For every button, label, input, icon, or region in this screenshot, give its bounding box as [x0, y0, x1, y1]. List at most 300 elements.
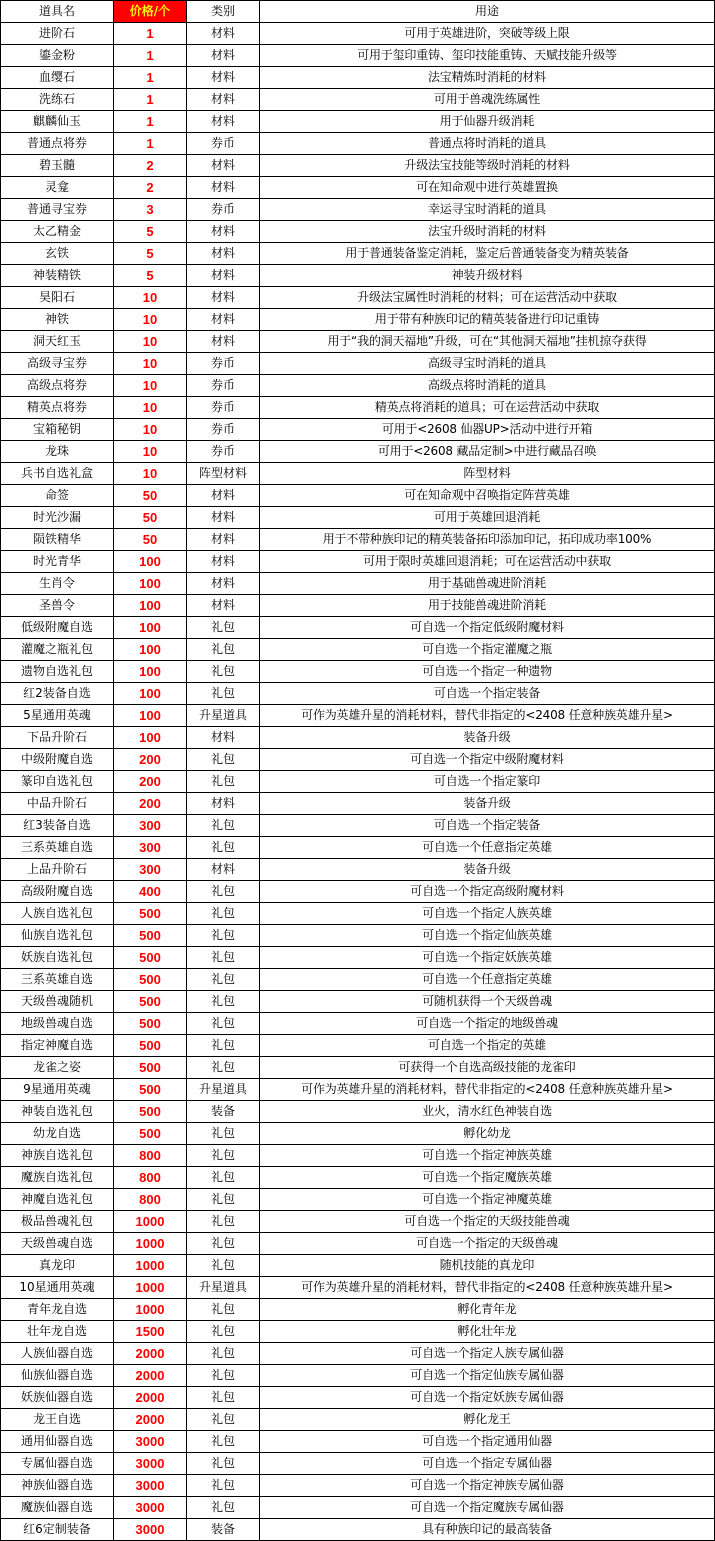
table-body — [1, 23, 715, 1541]
cell-usage: 可自选一个指定高级附魔材料 — [260, 881, 715, 903]
table-row — [1, 969, 715, 991]
cell-price: 500 — [114, 925, 187, 947]
cell-usage: 可用于限时英雄回退消耗；可在运营活动中获取 — [260, 551, 715, 573]
cell-price: 300 — [114, 837, 187, 859]
cell-category: 材料 — [187, 155, 260, 177]
cell-item-name: 生肖令 — [1, 573, 114, 595]
cell-usage: 可自选一个指定的天级兽魂 — [260, 1233, 715, 1255]
cell-usage: 可自选一个指定魔族专属仙器 — [260, 1497, 715, 1519]
cell-usage: 可作为英雄升星的消耗材料，替代非指定的<2408 任意种族英雄升星> — [260, 705, 715, 727]
cell-item-name: 地级兽魂自选 — [1, 1013, 114, 1035]
cell-price: 3000 — [114, 1431, 187, 1453]
cell-category: 材料 — [187, 793, 260, 815]
table-row — [1, 1101, 715, 1123]
cell-price: 500 — [114, 1013, 187, 1035]
cell-usage: 可自选一个指定神族英雄 — [260, 1145, 715, 1167]
table-row — [1, 309, 715, 331]
cell-price: 300 — [114, 859, 187, 881]
cell-item-name: 进阶石 — [1, 23, 114, 45]
cell-category: 券币 — [187, 353, 260, 375]
cell-price: 800 — [114, 1167, 187, 1189]
table-row — [1, 199, 715, 221]
table-row — [1, 1409, 715, 1431]
cell-item-name: 神魔自选礼包 — [1, 1189, 114, 1211]
table-row — [1, 375, 715, 397]
cell-usage: 可自选一个指定妖族专属仙器 — [260, 1387, 715, 1409]
table-row — [1, 551, 715, 573]
table-row — [1, 1387, 715, 1409]
table-row — [1, 111, 715, 133]
cell-item-name: 碧玉髓 — [1, 155, 114, 177]
cell-item-name: 神族自选礼包 — [1, 1145, 114, 1167]
cell-price: 5 — [114, 243, 187, 265]
cell-usage: 升级法宝技能等级时消耗的材料 — [260, 155, 715, 177]
table-row — [1, 1475, 715, 1497]
cell-item-name: 命签 — [1, 485, 114, 507]
cell-category: 礼包 — [187, 1409, 260, 1431]
cell-item-name: 龙雀之姿 — [1, 1057, 114, 1079]
cell-category: 材料 — [187, 287, 260, 309]
cell-price: 3000 — [114, 1453, 187, 1475]
cell-price: 3000 — [114, 1519, 187, 1541]
cell-usage: 可获得一个自选高级技能的龙雀印 — [260, 1057, 715, 1079]
cell-category: 礼包 — [187, 1167, 260, 1189]
cell-price: 2 — [114, 155, 187, 177]
cell-usage: 随机技能的真龙印 — [260, 1255, 715, 1277]
cell-item-name: 时光沙漏 — [1, 507, 114, 529]
cell-price: 500 — [114, 969, 187, 991]
cell-usage: 可自选一个指定妖族英雄 — [260, 947, 715, 969]
cell-usage: 精英点将消耗的道具；可在运营活动中获取 — [260, 397, 715, 419]
cell-item-name: 血缨石 — [1, 67, 114, 89]
cell-price: 800 — [114, 1189, 187, 1211]
cell-price: 200 — [114, 771, 187, 793]
cell-usage: 可自选一个指定人族专属仙器 — [260, 1343, 715, 1365]
cell-item-name: 壮年龙自选 — [1, 1321, 114, 1343]
cell-category: 装备 — [187, 1519, 260, 1541]
cell-price: 2 — [114, 177, 187, 199]
cell-price: 100 — [114, 551, 187, 573]
cell-price: 400 — [114, 881, 187, 903]
cell-category: 礼包 — [187, 991, 260, 1013]
cell-price: 200 — [114, 749, 187, 771]
table-row — [1, 67, 715, 89]
cell-price: 50 — [114, 485, 187, 507]
cell-price: 50 — [114, 507, 187, 529]
cell-price: 100 — [114, 573, 187, 595]
cell-usage: 用于仙器升级消耗 — [260, 111, 715, 133]
cell-category: 券币 — [187, 133, 260, 155]
table-row — [1, 155, 715, 177]
cell-category: 礼包 — [187, 1475, 260, 1497]
cell-item-name: 青年龙自选 — [1, 1299, 114, 1321]
cell-category: 礼包 — [187, 1453, 260, 1475]
table-row — [1, 1497, 715, 1519]
cell-usage: 神装升级材料 — [260, 265, 715, 287]
cell-item-name: 神铁 — [1, 309, 114, 331]
cell-category: 礼包 — [187, 837, 260, 859]
cell-category: 材料 — [187, 595, 260, 617]
cell-item-name: 魔族仙器自选 — [1, 1497, 114, 1519]
cell-item-name: 高级寻宝券 — [1, 353, 114, 375]
cell-item-name: 玄铁 — [1, 243, 114, 265]
cell-item-name: 红6定制装备 — [1, 1519, 114, 1541]
table-row — [1, 793, 715, 815]
cell-price: 10 — [114, 441, 187, 463]
table-row — [1, 133, 715, 155]
header-usage: 用途 — [260, 1, 715, 23]
cell-usage: 可自选一个指定人族英雄 — [260, 903, 715, 925]
cell-category: 券币 — [187, 441, 260, 463]
cell-usage: 业火，清水红色神装自选 — [260, 1101, 715, 1123]
cell-usage: 可自选一个指定通用仙器 — [260, 1431, 715, 1453]
cell-price: 3000 — [114, 1497, 187, 1519]
cell-category: 礼包 — [187, 1233, 260, 1255]
cell-usage: 可用于英雄回退消耗 — [260, 507, 715, 529]
cell-item-name: 精英点将券 — [1, 397, 114, 419]
cell-usage: 可自选一个指定专属仙器 — [260, 1453, 715, 1475]
cell-category: 礼包 — [187, 1013, 260, 1035]
cell-category: 礼包 — [187, 1343, 260, 1365]
cell-item-name: 昊阳石 — [1, 287, 114, 309]
cell-item-name: 红3装备自选 — [1, 815, 114, 837]
cell-price: 3 — [114, 199, 187, 221]
cell-item-name: 神装自选礼包 — [1, 1101, 114, 1123]
cell-item-name: 通用仙器自选 — [1, 1431, 114, 1453]
cell-category: 材料 — [187, 265, 260, 287]
cell-item-name: 三系英雄自选 — [1, 969, 114, 991]
cell-usage: 可自选一个指定的天级技能兽魂 — [260, 1211, 715, 1233]
cell-category: 券币 — [187, 397, 260, 419]
cell-category: 材料 — [187, 67, 260, 89]
table-row — [1, 859, 715, 881]
cell-item-name: 陨铁精华 — [1, 529, 114, 551]
cell-price: 10 — [114, 331, 187, 353]
header-category: 类别 — [187, 1, 260, 23]
cell-category: 礼包 — [187, 1035, 260, 1057]
cell-price: 1000 — [114, 1211, 187, 1233]
table-row — [1, 991, 715, 1013]
cell-item-name: 篆印自选礼包 — [1, 771, 114, 793]
cell-category: 礼包 — [187, 1365, 260, 1387]
cell-category: 材料 — [187, 221, 260, 243]
cell-item-name: 普通点将券 — [1, 133, 114, 155]
cell-category: 阵型材料 — [187, 463, 260, 485]
cell-price: 10 — [114, 287, 187, 309]
cell-item-name: 真龙印 — [1, 1255, 114, 1277]
cell-usage: 法宝升级时消耗的材料 — [260, 221, 715, 243]
cell-item-name: 龙王自选 — [1, 1409, 114, 1431]
table-row — [1, 1035, 715, 1057]
cell-price: 500 — [114, 991, 187, 1013]
cell-category: 礼包 — [187, 1057, 260, 1079]
table-row — [1, 243, 715, 265]
cell-price: 5 — [114, 265, 187, 287]
cell-category: 礼包 — [187, 771, 260, 793]
cell-price: 10 — [114, 353, 187, 375]
cell-price: 100 — [114, 727, 187, 749]
cell-price: 100 — [114, 617, 187, 639]
cell-category: 礼包 — [187, 661, 260, 683]
cell-category: 升星道具 — [187, 705, 260, 727]
cell-usage: 用于基础兽魂进阶消耗 — [260, 573, 715, 595]
cell-category: 升星道具 — [187, 1277, 260, 1299]
table-row — [1, 1167, 715, 1189]
cell-category: 材料 — [187, 859, 260, 881]
cell-category: 材料 — [187, 331, 260, 353]
cell-item-name: 普通寻宝券 — [1, 199, 114, 221]
table-row — [1, 45, 715, 67]
cell-price: 1 — [114, 111, 187, 133]
cell-usage: 可用于<2608 藏品定制>中进行藏品召唤 — [260, 441, 715, 463]
cell-item-name: 中级附魔自选 — [1, 749, 114, 771]
cell-category: 升星道具 — [187, 1079, 260, 1101]
cell-category: 礼包 — [187, 1431, 260, 1453]
cell-category: 礼包 — [187, 881, 260, 903]
table-row — [1, 1365, 715, 1387]
cell-usage: 高级点将时消耗的道具 — [260, 375, 715, 397]
table-row — [1, 1079, 715, 1101]
cell-price: 1 — [114, 133, 187, 155]
header-price: 价格/个 — [114, 1, 187, 23]
cell-price: 200 — [114, 793, 187, 815]
table-row — [1, 683, 715, 705]
cell-price: 10 — [114, 375, 187, 397]
cell-item-name: 妖族仙器自选 — [1, 1387, 114, 1409]
table-row — [1, 815, 715, 837]
cell-usage: 装备升级 — [260, 793, 715, 815]
table-row — [1, 221, 715, 243]
header-item-name: 道具名 — [1, 1, 114, 23]
cell-item-name: 人族仙器自选 — [1, 1343, 114, 1365]
cell-item-name: 时光青华 — [1, 551, 114, 573]
table-row — [1, 1277, 715, 1299]
cell-item-name: 龙珠 — [1, 441, 114, 463]
cell-price: 1500 — [114, 1321, 187, 1343]
cell-item-name: 灌魔之瓶礼包 — [1, 639, 114, 661]
cell-category: 材料 — [187, 573, 260, 595]
cell-category: 礼包 — [187, 639, 260, 661]
table-row — [1, 463, 715, 485]
cell-price: 500 — [114, 1035, 187, 1057]
cell-category: 材料 — [187, 507, 260, 529]
table-row — [1, 595, 715, 617]
cell-price: 2000 — [114, 1409, 187, 1431]
table-row — [1, 529, 715, 551]
table-row — [1, 705, 715, 727]
cell-usage: 可用于英雄进阶，突破等级上限 — [260, 23, 715, 45]
table-row — [1, 749, 715, 771]
cell-category: 装备 — [187, 1101, 260, 1123]
cell-item-name: 人族自选礼包 — [1, 903, 114, 925]
table-row — [1, 353, 715, 375]
cell-item-name: 兵书自选礼盒 — [1, 463, 114, 485]
table-row — [1, 1255, 715, 1277]
cell-category: 礼包 — [187, 947, 260, 969]
cell-item-name: 麒麟仙玉 — [1, 111, 114, 133]
cell-price: 500 — [114, 1079, 187, 1101]
cell-item-name: 极品兽魂礼包 — [1, 1211, 114, 1233]
cell-category: 礼包 — [187, 815, 260, 837]
cell-price: 500 — [114, 1057, 187, 1079]
table-row — [1, 947, 715, 969]
table-row — [1, 639, 715, 661]
cell-category: 材料 — [187, 551, 260, 573]
cell-item-name: 天级兽魂自选 — [1, 1233, 114, 1255]
table-row — [1, 661, 715, 683]
cell-price: 100 — [114, 595, 187, 617]
cell-item-name: 圣兽令 — [1, 595, 114, 617]
table-row — [1, 1233, 715, 1255]
cell-item-name: 低级附魔自选 — [1, 617, 114, 639]
cell-item-name: 灵龛 — [1, 177, 114, 199]
cell-usage: 孵化壮年龙 — [260, 1321, 715, 1343]
cell-item-name: 上品升阶石 — [1, 859, 114, 881]
cell-usage: 可在知命观中召唤指定阵营英雄 — [260, 485, 715, 507]
cell-price: 500 — [114, 1101, 187, 1123]
cell-category: 材料 — [187, 727, 260, 749]
cell-price: 500 — [114, 947, 187, 969]
cell-item-name: 太乙精金 — [1, 221, 114, 243]
cell-category: 礼包 — [187, 1145, 260, 1167]
cell-item-name: 魔族自选礼包 — [1, 1167, 114, 1189]
cell-price: 500 — [114, 1123, 187, 1145]
cell-category: 材料 — [187, 309, 260, 331]
cell-price: 100 — [114, 639, 187, 661]
cell-usage: 阵型材料 — [260, 463, 715, 485]
table-row — [1, 1123, 715, 1145]
table-row — [1, 1211, 715, 1233]
cell-category: 礼包 — [187, 1299, 260, 1321]
cell-usage: 孵化幼龙 — [260, 1123, 715, 1145]
cell-usage: 可自选一个指定魔族英雄 — [260, 1167, 715, 1189]
cell-category: 礼包 — [187, 617, 260, 639]
cell-category: 礼包 — [187, 1211, 260, 1233]
cell-price: 2000 — [114, 1387, 187, 1409]
cell-price: 2000 — [114, 1343, 187, 1365]
cell-price: 10 — [114, 419, 187, 441]
cell-item-name: 9星通用英魂 — [1, 1079, 114, 1101]
table-row — [1, 265, 715, 287]
table-row — [1, 881, 715, 903]
cell-price: 1 — [114, 45, 187, 67]
cell-category: 材料 — [187, 177, 260, 199]
cell-item-name: 专属仙器自选 — [1, 1453, 114, 1475]
cell-usage: 可作为英雄升星的消耗材料，替代非指定的<2408 任意种族英雄升星> — [260, 1079, 715, 1101]
cell-item-name: 神装精铁 — [1, 265, 114, 287]
cell-usage: 法宝精炼时消耗的材料 — [260, 67, 715, 89]
cell-item-name: 红2装备自选 — [1, 683, 114, 705]
cell-usage: 用于带有种族印记的精英装备进行印记重铸 — [260, 309, 715, 331]
cell-category: 礼包 — [187, 683, 260, 705]
cell-price: 10 — [114, 397, 187, 419]
table-row — [1, 1431, 715, 1453]
cell-category: 礼包 — [187, 749, 260, 771]
cell-price: 1 — [114, 67, 187, 89]
cell-usage: 可自选一个指定的英雄 — [260, 1035, 715, 1057]
cell-category: 材料 — [187, 243, 260, 265]
cell-price: 800 — [114, 1145, 187, 1167]
cell-usage: 高级寻宝时消耗的道具 — [260, 353, 715, 375]
cell-category: 礼包 — [187, 925, 260, 947]
cell-category: 礼包 — [187, 903, 260, 925]
cell-price: 1000 — [114, 1255, 187, 1277]
cell-usage: 可自选一个指定低级附魔材料 — [260, 617, 715, 639]
cell-category: 材料 — [187, 529, 260, 551]
table-row — [1, 903, 715, 925]
table-row — [1, 1145, 715, 1167]
table-row — [1, 23, 715, 45]
table-row — [1, 89, 715, 111]
cell-usage: 可自选一个指定装备 — [260, 683, 715, 705]
cell-category: 材料 — [187, 111, 260, 133]
cell-item-name: 高级附魔自选 — [1, 881, 114, 903]
table-row — [1, 925, 715, 947]
cell-item-name: 5星通用英魂 — [1, 705, 114, 727]
cell-price: 3000 — [114, 1475, 187, 1497]
table-row — [1, 507, 715, 529]
cell-usage: 可自选一个指定篆印 — [260, 771, 715, 793]
cell-usage: 普通点将时消耗的道具 — [260, 133, 715, 155]
cell-usage: 可自选一个任意指定英雄 — [260, 969, 715, 991]
cell-usage: 具有种族印记的最高装备 — [260, 1519, 715, 1541]
table-header-row — [1, 1, 715, 23]
cell-price: 2000 — [114, 1365, 187, 1387]
cell-usage: 可自选一个指定一种遗物 — [260, 661, 715, 683]
cell-item-name: 幼龙自选 — [1, 1123, 114, 1145]
table-row — [1, 1013, 715, 1035]
table-row — [1, 177, 715, 199]
table-row — [1, 1057, 715, 1079]
cell-item-name: 洗练石 — [1, 89, 114, 111]
cell-usage: 可自选一个指定仙族英雄 — [260, 925, 715, 947]
table-row — [1, 771, 715, 793]
cell-category: 礼包 — [187, 1189, 260, 1211]
cell-category: 礼包 — [187, 1255, 260, 1277]
table-row — [1, 837, 715, 859]
cell-category: 礼包 — [187, 1123, 260, 1145]
cell-price: 1000 — [114, 1299, 187, 1321]
cell-usage: 可自选一个指定神魔英雄 — [260, 1189, 715, 1211]
cell-price: 100 — [114, 705, 187, 727]
table-row — [1, 1453, 715, 1475]
table-row — [1, 573, 715, 595]
cell-item-name: 指定神魔自选 — [1, 1035, 114, 1057]
cell-price: 1000 — [114, 1277, 187, 1299]
cell-item-name: 三系英雄自选 — [1, 837, 114, 859]
cell-category: 材料 — [187, 45, 260, 67]
cell-category: 礼包 — [187, 1387, 260, 1409]
cell-price: 1 — [114, 89, 187, 111]
table-row — [1, 331, 715, 353]
cell-usage: 可随机获得一个天级兽魂 — [260, 991, 715, 1013]
table-row — [1, 485, 715, 507]
cell-category: 券币 — [187, 199, 260, 221]
cell-category: 券币 — [187, 419, 260, 441]
cell-usage: 可自选一个指定的地级兽魂 — [260, 1013, 715, 1035]
cell-item-name: 中品升阶石 — [1, 793, 114, 815]
cell-usage: 装备升级 — [260, 727, 715, 749]
cell-price: 300 — [114, 815, 187, 837]
cell-usage: 用于普通装备鉴定消耗，鉴定后普通装备变为精英装备 — [260, 243, 715, 265]
cell-usage: 用于“我的洞天福地”升级，可在“其他洞天福地”挂机掠夺获得 — [260, 331, 715, 353]
cell-item-name: 神族仙器自选 — [1, 1475, 114, 1497]
table-row — [1, 397, 715, 419]
cell-price: 100 — [114, 661, 187, 683]
cell-usage: 可在知命观中进行英雄置换 — [260, 177, 715, 199]
cell-price: 1000 — [114, 1233, 187, 1255]
cell-item-name: 遗物自选礼包 — [1, 661, 114, 683]
